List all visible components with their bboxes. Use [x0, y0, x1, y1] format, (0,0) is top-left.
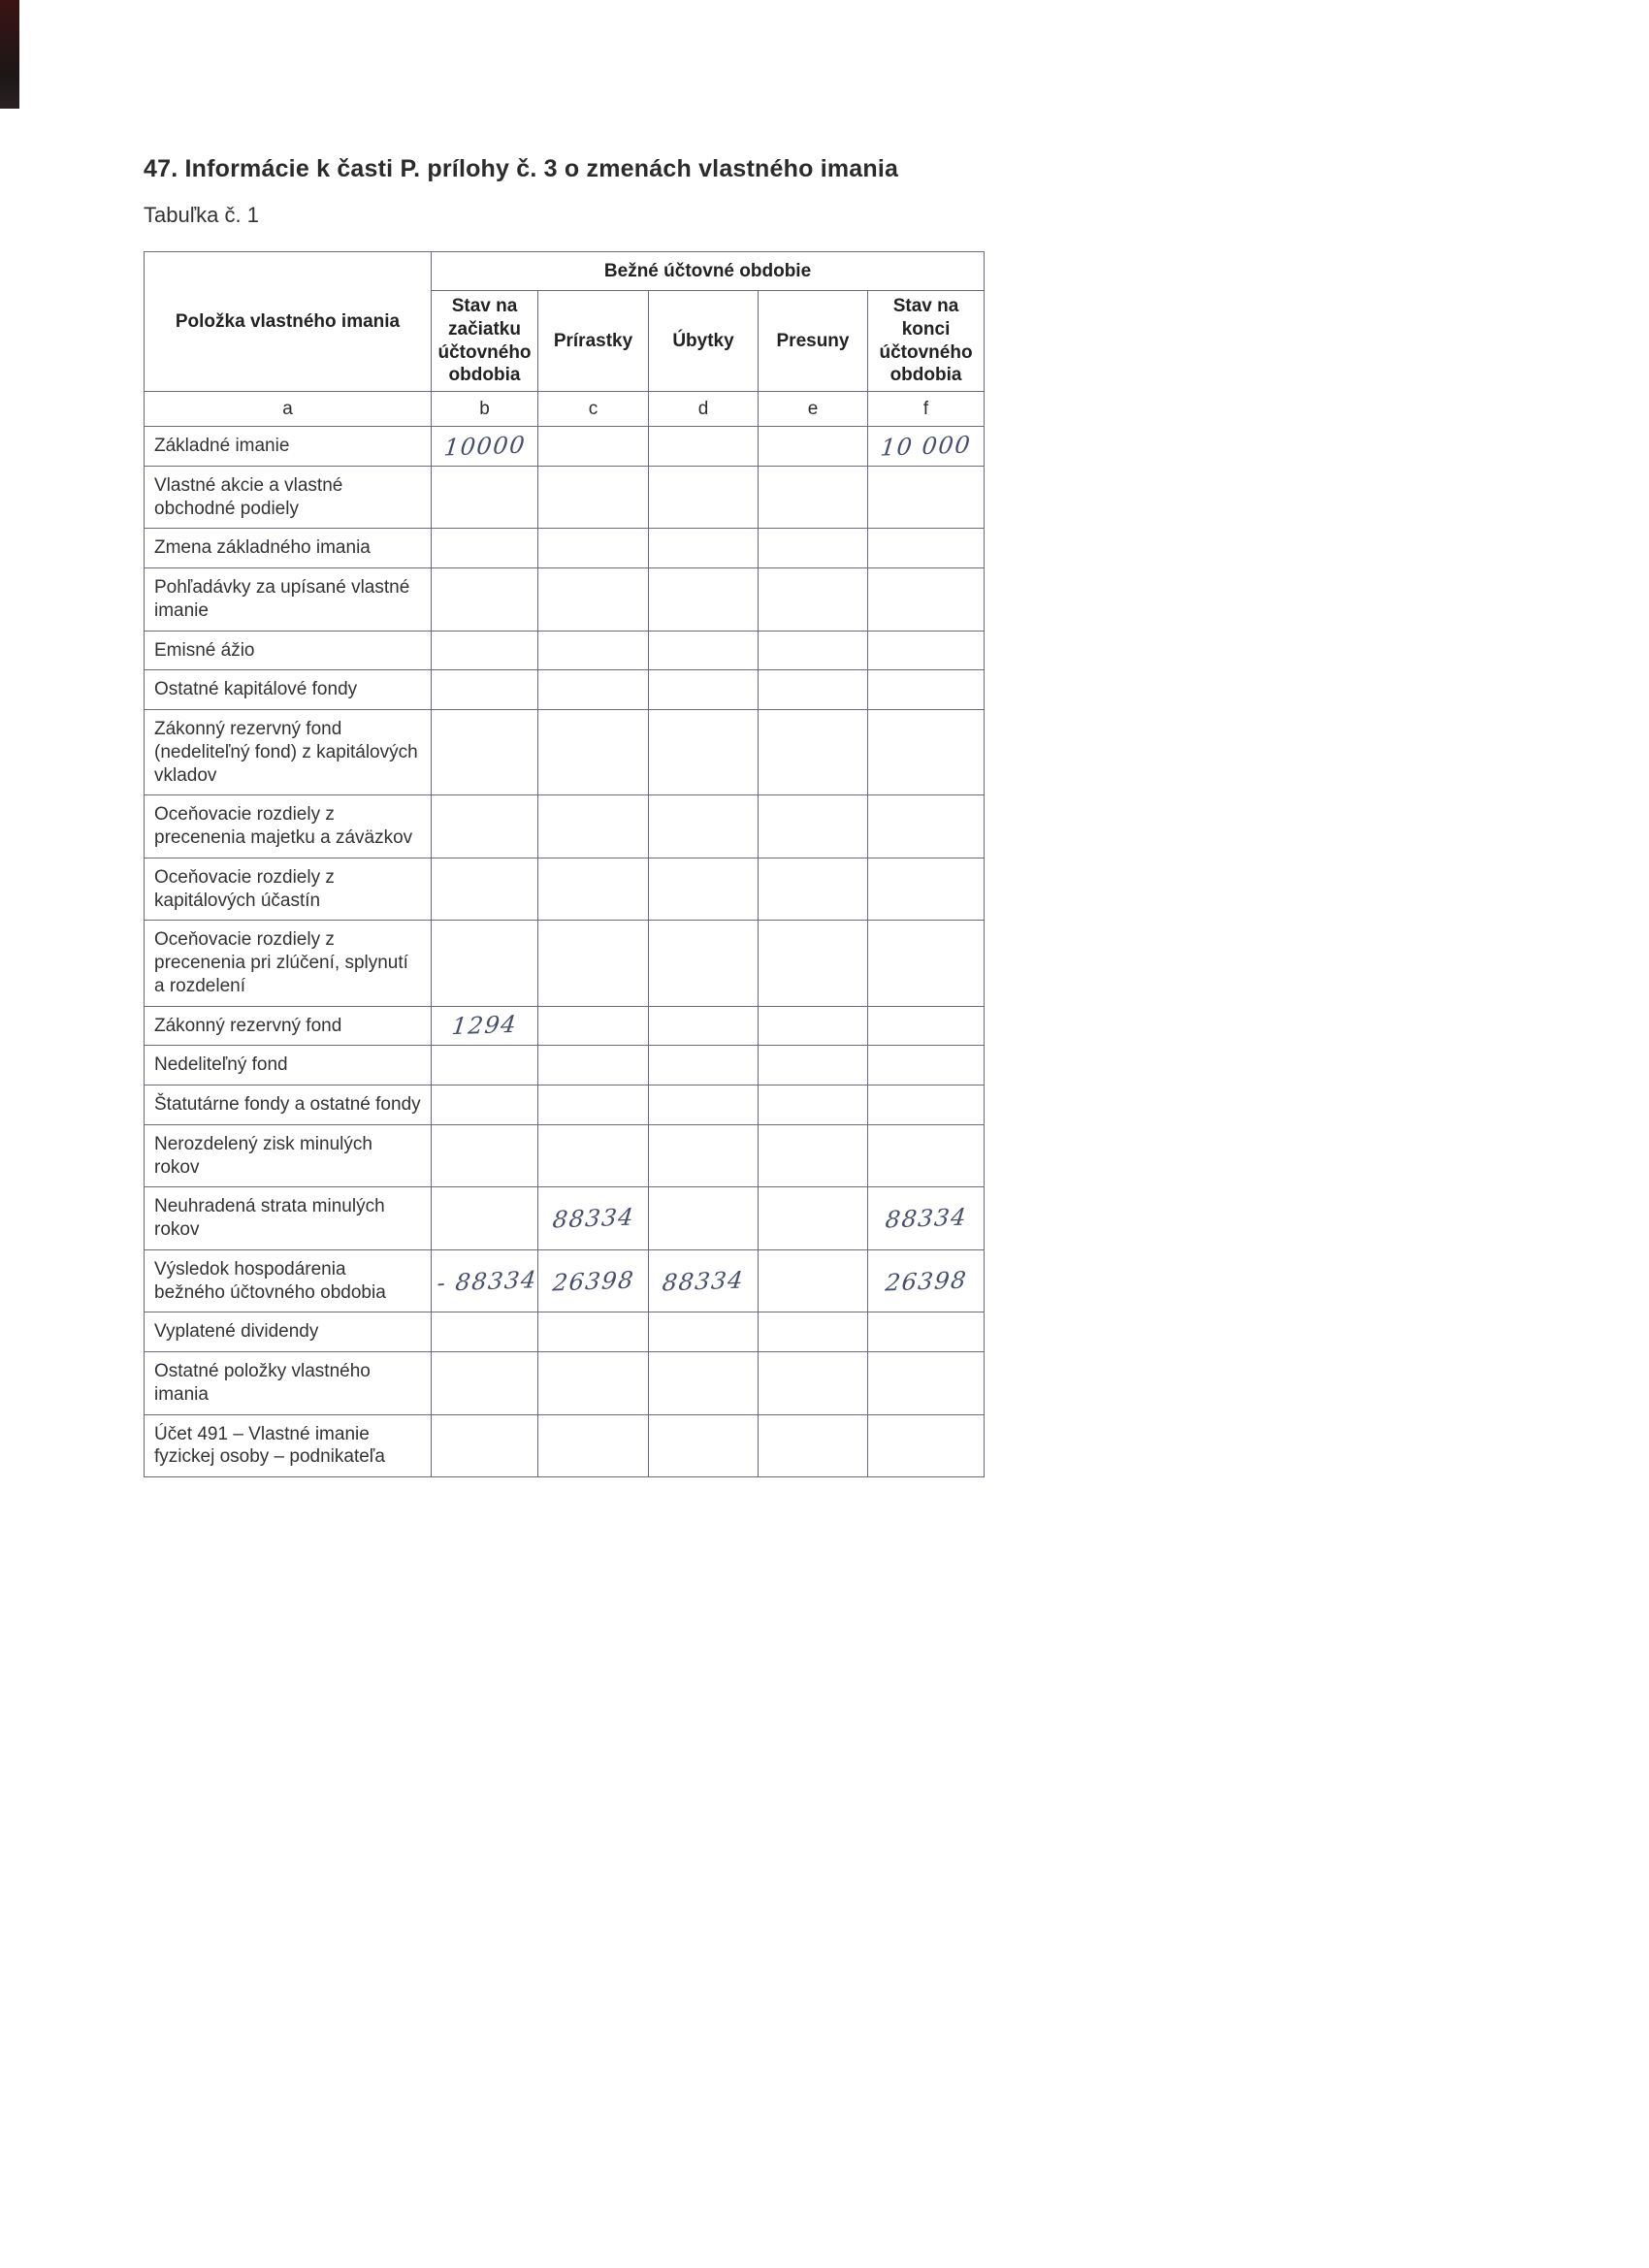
- cell-e: [759, 710, 868, 795]
- cell-f: [868, 1249, 985, 1312]
- cell-b: [432, 1352, 538, 1415]
- column-letter-b: b: [432, 392, 538, 427]
- cell-f: [868, 1006, 985, 1046]
- column-letter-a: a: [145, 392, 432, 427]
- header-row-group: [145, 252, 985, 291]
- cell-b: [432, 1312, 538, 1352]
- table-row: [145, 921, 985, 1006]
- document-page: [144, 155, 987, 1477]
- cell-e: [759, 1352, 868, 1415]
- row-label: Oceňovacie rozdiely z kapitálových účastín: [145, 858, 432, 921]
- column-letter-e: e: [759, 392, 868, 427]
- cell-e: [759, 568, 868, 632]
- column-letter-c: c: [538, 392, 649, 427]
- row-label: Štatutárne fondy a ostatné fondy: [145, 1085, 432, 1125]
- cell-c: [538, 1085, 649, 1125]
- table-row: [145, 1414, 985, 1477]
- cell-d: [649, 631, 759, 670]
- cell-c: [538, 1124, 649, 1187]
- row-label: Pohľadávky za upísané vlastné imanie: [145, 568, 432, 632]
- cell-f: [868, 466, 985, 529]
- row-label: Zákonný rezervný fond (nedeliteľný fond) z kapitálových vkladov: [145, 710, 432, 795]
- cell-d: [649, 921, 759, 1006]
- cell-d: [649, 529, 759, 568]
- cell-b: [432, 1249, 538, 1312]
- cell-d: [649, 568, 759, 632]
- cell-c: [538, 529, 649, 568]
- cell-e: [759, 1249, 868, 1312]
- equity-changes-table: [144, 251, 985, 1477]
- table-row: [145, 1249, 985, 1312]
- row-label: Nedeliteľný fond: [145, 1046, 432, 1085]
- cell-c: [538, 670, 649, 710]
- table-row: [145, 427, 985, 467]
- cell-f: [868, 568, 985, 632]
- cell-b: [432, 1187, 538, 1250]
- column-header-opening-balance: Stav na začiatku účtovného obdobia: [432, 291, 538, 392]
- cell-c: [538, 1312, 649, 1352]
- cell-d: [649, 1352, 759, 1415]
- cell-d: [649, 1414, 759, 1477]
- cell-e: [759, 858, 868, 921]
- table-row: [145, 1312, 985, 1352]
- cell-f: [868, 1124, 985, 1187]
- table-row: [145, 568, 985, 632]
- cell-b: [432, 1124, 538, 1187]
- cell-f: [868, 858, 985, 921]
- column-letter-d: d: [649, 392, 759, 427]
- handwritten-value: 10000: [441, 431, 528, 462]
- cell-f: [868, 1352, 985, 1415]
- cell-e: [759, 427, 868, 467]
- cell-f: [868, 1085, 985, 1125]
- table-row: [145, 1124, 985, 1187]
- cell-c: [538, 1249, 649, 1312]
- column-header-additions: Prírastky: [538, 291, 649, 392]
- cell-c: [538, 466, 649, 529]
- column-header-transfers: Presuny: [759, 291, 868, 392]
- cell-b: [432, 568, 538, 632]
- cell-d: [649, 710, 759, 795]
- cell-c: [538, 1414, 649, 1477]
- scan-artifact: [0, 0, 19, 109]
- cell-d: [649, 1187, 759, 1250]
- cell-b: [432, 427, 538, 467]
- cell-f: [868, 670, 985, 710]
- handwritten-value: 88334: [550, 1203, 636, 1234]
- cell-c: [538, 631, 649, 670]
- table-row: [145, 858, 985, 921]
- header-row-letters: [145, 392, 985, 427]
- handwritten-value: 26398: [883, 1266, 969, 1296]
- cell-e: [759, 1124, 868, 1187]
- row-label: Oceňovacie rozdiely z precenenia majetku a záväzkov: [145, 795, 432, 859]
- table-row: [145, 710, 985, 795]
- cell-f: [868, 631, 985, 670]
- cell-b: [432, 921, 538, 1006]
- row-label: Zmena základného imania: [145, 529, 432, 568]
- cell-c: [538, 1006, 649, 1046]
- row-label: Oceňovacie rozdiely z precenenia pri zlúčení, splynutí a rozdelení: [145, 921, 432, 1006]
- table-row: [145, 670, 985, 710]
- handwritten-value: 26398: [550, 1266, 636, 1296]
- cell-b: [432, 1046, 538, 1085]
- cell-c: [538, 1187, 649, 1250]
- cell-d: [649, 1085, 759, 1125]
- cell-e: [759, 1414, 868, 1477]
- handwritten-value: - 88334: [436, 1265, 539, 1297]
- row-label: Nerozdelený zisk minulých rokov: [145, 1124, 432, 1187]
- cell-e: [759, 466, 868, 529]
- cell-b: [432, 529, 538, 568]
- cell-f: [868, 1414, 985, 1477]
- cell-d: [649, 858, 759, 921]
- cell-c: [538, 568, 649, 632]
- cell-d: [649, 1312, 759, 1352]
- row-label: Výsledok hospodárenia bežného účtovného obdobia: [145, 1249, 432, 1312]
- table-header: [145, 252, 985, 427]
- handwritten-value: 1294: [450, 1011, 519, 1041]
- cell-e: [759, 1187, 868, 1250]
- cell-f: [868, 1187, 985, 1250]
- row-label: Vyplatené dividendy: [145, 1312, 432, 1352]
- handwritten-value: 88334: [883, 1203, 969, 1234]
- cell-d: [649, 1249, 759, 1312]
- row-label: Zákonný rezervný fond: [145, 1006, 432, 1046]
- cell-e: [759, 631, 868, 670]
- table-row: [145, 466, 985, 529]
- table-row: [145, 631, 985, 670]
- cell-c: [538, 710, 649, 795]
- cell-f: [868, 921, 985, 1006]
- cell-b: [432, 795, 538, 859]
- cell-c: [538, 921, 649, 1006]
- table-row: [145, 1085, 985, 1125]
- row-label: Neuhradená strata minulých rokov: [145, 1187, 432, 1250]
- cell-e: [759, 1006, 868, 1046]
- cell-e: [759, 1085, 868, 1125]
- cell-d: [649, 1046, 759, 1085]
- cell-d: [649, 795, 759, 859]
- cell-e: [759, 921, 868, 1006]
- cell-c: [538, 858, 649, 921]
- cell-d: [649, 1124, 759, 1187]
- cell-b: [432, 670, 538, 710]
- handwritten-value: 88334: [661, 1266, 746, 1296]
- table-body: [145, 427, 985, 1477]
- cell-e: [759, 670, 868, 710]
- cell-e: [759, 1312, 868, 1352]
- cell-e: [759, 529, 868, 568]
- cell-f: [868, 795, 985, 859]
- cell-f: [868, 1046, 985, 1085]
- cell-c: [538, 795, 649, 859]
- row-label: Emisné ážio: [145, 631, 432, 670]
- table-row: [145, 1352, 985, 1415]
- cell-f: [868, 710, 985, 795]
- cell-b: [432, 631, 538, 670]
- cell-d: [649, 1006, 759, 1046]
- column-group-header: Bežné účtovné obdobie: [432, 252, 985, 291]
- cell-e: [759, 795, 868, 859]
- column-header-closing-balance: Stav na konci účtovného obdobia: [868, 291, 985, 392]
- cell-d: [649, 466, 759, 529]
- column-header-item: Položka vlastného imania: [145, 252, 432, 392]
- cell-b: [432, 1006, 538, 1046]
- cell-f: [868, 1312, 985, 1352]
- row-label: Základné imanie: [145, 427, 432, 467]
- table-row: [145, 529, 985, 568]
- row-label: Ostatné položky vlastného imania: [145, 1352, 432, 1415]
- column-header-disposals: Úbytky: [649, 291, 759, 392]
- cell-e: [759, 1046, 868, 1085]
- cell-b: [432, 1085, 538, 1125]
- cell-b: [432, 466, 538, 529]
- cell-c: [538, 1046, 649, 1085]
- table-row: [145, 1006, 985, 1046]
- table-caption: Tabuľka č. 1: [144, 203, 259, 227]
- cell-f: [868, 427, 985, 467]
- cell-c: [538, 427, 649, 467]
- cell-b: [432, 710, 538, 795]
- row-label: Ostatné kapitálové fondy: [145, 670, 432, 710]
- row-label: Vlastné akcie a vlastné obchodné podiely: [145, 466, 432, 529]
- table-row: [145, 1187, 985, 1250]
- section-title: 47. Informácie k časti P. prílohy č. 3 o zmenách vlastného imania: [144, 155, 899, 182]
- cell-c: [538, 1352, 649, 1415]
- table-row: [145, 1046, 985, 1085]
- table-row: [145, 795, 985, 859]
- cell-d: [649, 427, 759, 467]
- column-letter-f: f: [868, 392, 985, 427]
- handwritten-value: 10 000: [879, 431, 973, 462]
- cell-b: [432, 1414, 538, 1477]
- row-label: Účet 491 – Vlastné imanie fyzickej osoby – podnikateľa: [145, 1414, 432, 1477]
- cell-b: [432, 858, 538, 921]
- cell-f: [868, 529, 985, 568]
- cell-d: [649, 670, 759, 710]
